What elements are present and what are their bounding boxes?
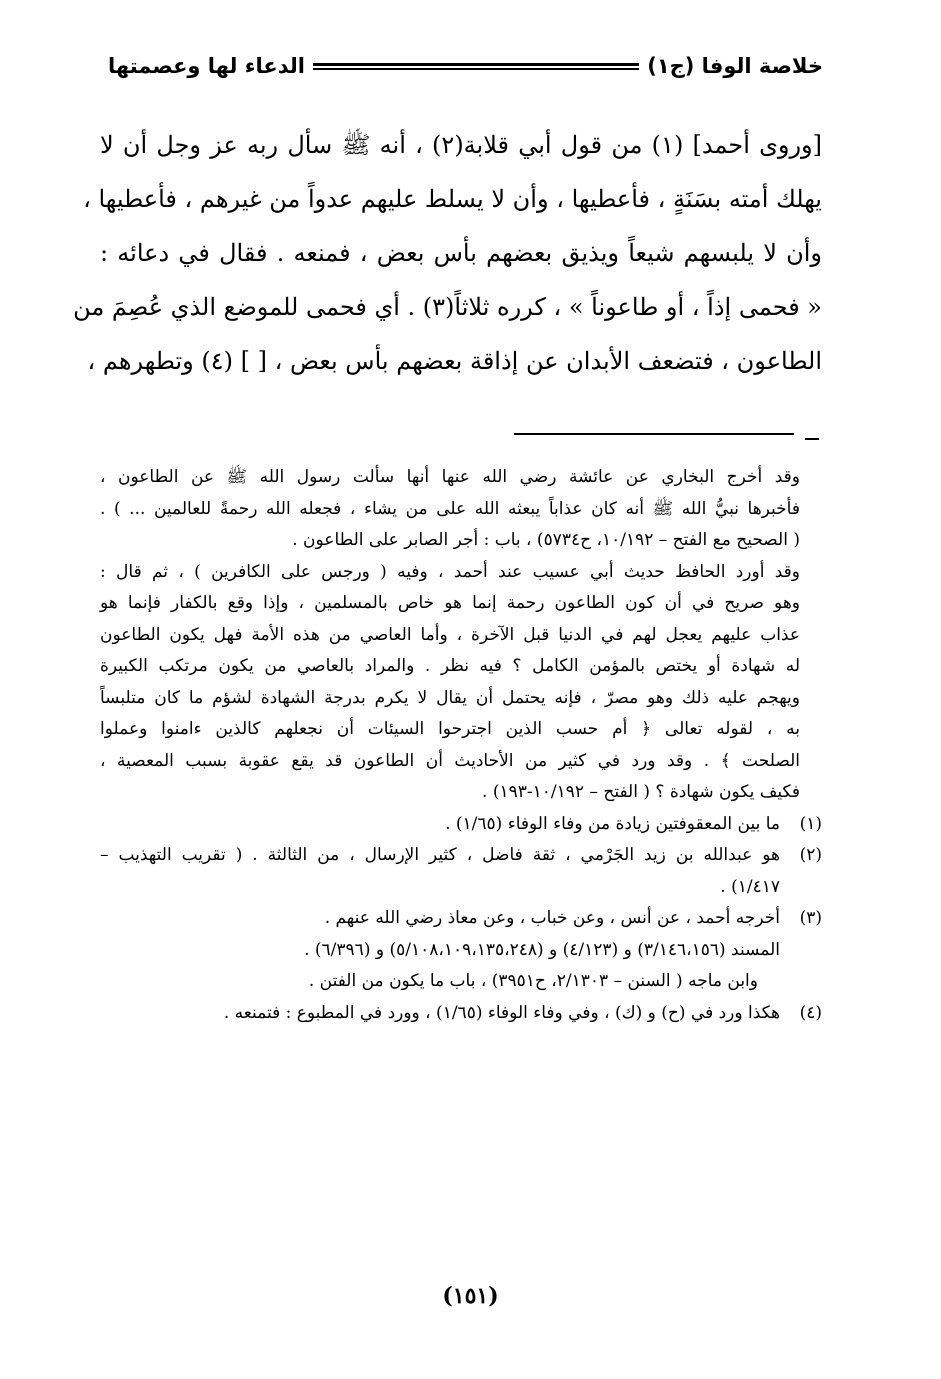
- commentary-line: وقد أخرج البخاري عن عائشة رضي الله عنها أنها سألت رسول الله ﷺ عن الطاعون ،: [100, 467, 800, 487]
- footnote-number: (٣): [799, 908, 822, 928]
- main-text-line: وأن لا يلبسهم شيعاً ويذيق بعضهم بأس بعض ، فمنعه . فقال في دعائه :: [100, 239, 823, 267]
- main-text: [73, 118, 823, 388]
- main-text-line: « فحمى إذاً ، أو طاعوناً » ، كرره ثلاثاً(٣) . أي فحمى للموضع الذي عُصِمَ من: [73, 293, 822, 321]
- footnote-line: هكذا ورد في (ح) و (ك) ، وفي وفاء الوفاء (١/٦٥) ، وورد في المطبوع : فتمنعه .: [223, 1002, 780, 1023]
- commentary-line: به ، لقوله تعالى ﴿ أم حسب الذين اجترحوا السيئات أن نجعلهم كالذين ءامنوا وعملوا: [100, 719, 800, 739]
- footnote-line: ما بين المعقوفتين زيادة من وفاء الوفاء (١/٦٥) .: [445, 813, 780, 834]
- commentary-line: ويهجم عليه ذلك وهو مصرّ ، فإنه يحتمل أن يقال لا يكرم بدرجة الشهادة لشؤم ما كان متلبساً: [100, 687, 800, 708]
- footnotes-area: [100, 462, 822, 1029]
- footnote-line: هو عبدالله بن زيد الجَرْمي ، ثقة فاضل ، كثير الإرسال ، من الثالثة . ( تقريب التهذيب –: [100, 845, 780, 865]
- main-text-line: يهلك أمته بسَنَةٍ ، فأعطيها ، وأن لا يسلط عليهم عدواً من غيرهم ، فأعطيها ،: [83, 185, 822, 213]
- footnote-line: أخرجه أحمد ، عن أنس ، وعن خباب ، وعن معاذ رضي الله عنهم .: [324, 908, 780, 928]
- footnote-line: المسند (٣/١٤٦،١٥٦) و (٤/١٢٣) و (٥/١٠٨،١٠٩،١٣٥،٢٤٨) و (٦/٣٩٦) .: [304, 939, 780, 960]
- running-header: [108, 44, 823, 88]
- footnote-separator: [514, 433, 794, 435]
- header-rule: [313, 63, 639, 70]
- book-title: خلاصة الوفا (ج١): [647, 53, 823, 78]
- main-text-line: الطاعون ، فتضعف الأبدان عن إذاقة بعضهم بأس بعض ، [ ] (٤) وتطهرهم ،: [87, 347, 822, 375]
- commentary-line: فكيف يكون شهادة ؟ ( الفتح – ١٠/١٩٢-١٩٣) .: [482, 782, 800, 802]
- footnote-number: (٤): [799, 1002, 822, 1023]
- footnote-1: [100, 809, 822, 841]
- footnote-line: وابن ماجه ( السنن – ٢/١٣٠٣، ح٣٩٥١) ، باب ما يكون من الفتن .: [308, 971, 758, 991]
- commentary-line: عذاب عليهم يعجل لهم في الدنيا قبل الآخرة ، وأما العاصي من هذه الأمة فهل يكون الطاعون: [100, 624, 800, 645]
- commentary-line: وهو صريح في أن كون الطاعون رحمة إنما هو خاص بالمسلمين ، وإذا وقع بالكفار فإنما هو: [100, 593, 800, 613]
- commentary-line: ( الصحيح مع الفتح – ١٠/١٩٢، ح٥٧٣٤) ، باب : أجر الصابر على الطاعون .: [292, 530, 800, 550]
- main-text-line: [وروى أحمد] (١) من قول أبي قلابة(٢) ، أنه ﷺ سأل ربه عز وجل أن لا: [100, 131, 822, 159]
- footnote-line: ١/٤١٧) .: [720, 876, 780, 897]
- footnote-2: [100, 840, 822, 903]
- commentary-line: وقد أورد الحافظ حديث أبي عسيب عند أحمد ، وفيه ( ورجس على الكافرين ) ، ثم قال :: [100, 561, 800, 582]
- commentary-line: الصلحت ﴾ . وقد ورد في كثير من الأحاديث أن الطاعون قد يقع عقوبة بسبب المعصية ،: [100, 750, 800, 771]
- chapter-title: الدعاء لها وعصمتها: [108, 53, 305, 78]
- page-number: (١٥١): [442, 1283, 499, 1309]
- footnote-number: (١): [799, 813, 822, 834]
- commentary-block: [100, 462, 822, 809]
- footnote-separator-dash: [805, 438, 819, 440]
- footnote-4: [100, 998, 822, 1030]
- commentary-line: فأخبرها نبيُّ الله ﷺ أنه كان عذاباً يبعثه الله على من يشاء ، فجعله الله رحمةً للعالمين ... ) .: [100, 498, 800, 519]
- footnote-number: (٢): [799, 845, 822, 865]
- commentary-line: له شهادة أو يختص بالمؤمن الكامل ؟ فيه نظر . والمراد بالعاصي من يكون مرتكب الكبيرة: [100, 656, 800, 676]
- footnote-3: [100, 903, 822, 998]
